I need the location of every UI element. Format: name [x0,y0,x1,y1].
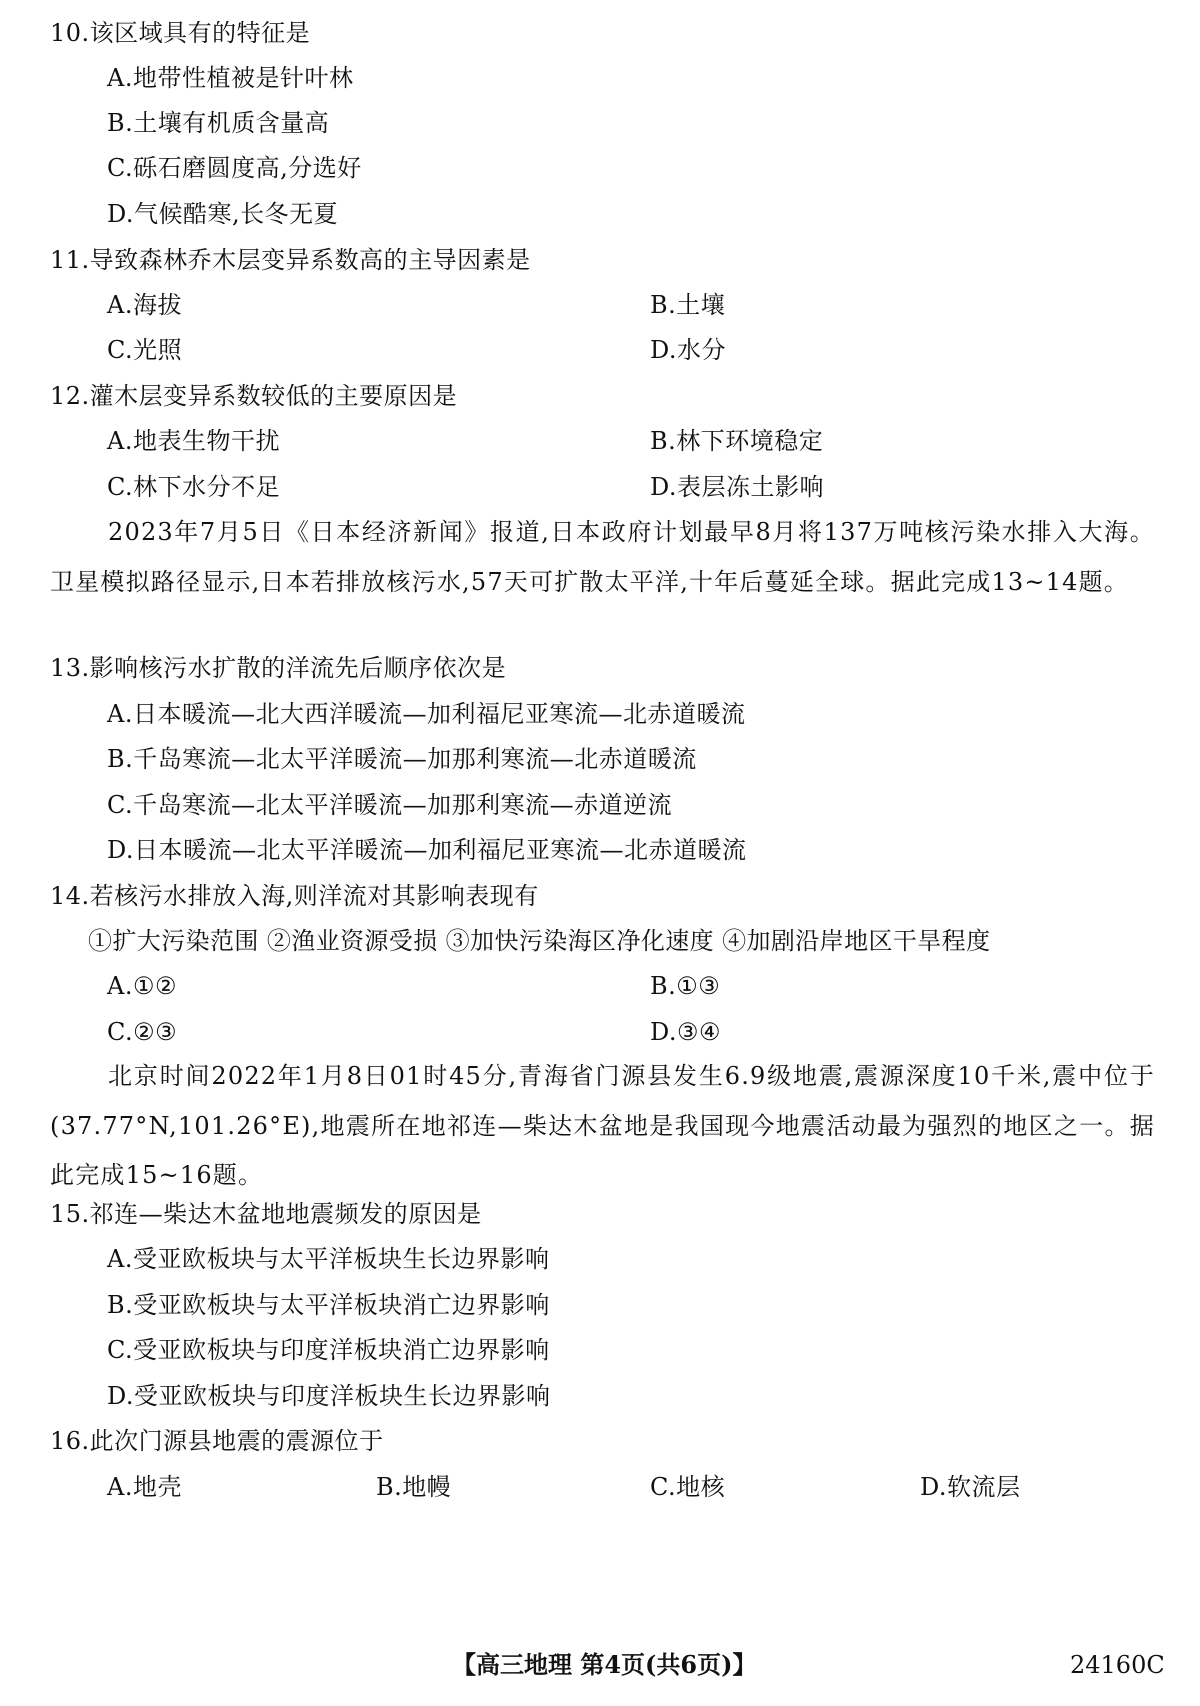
question-12-option-c: C.林下水分不足 [107,473,281,501]
question-11-stem: 11.导致森林乔木层变异系数高的主导因素是 [50,246,531,274]
question-12-option-d: D.表层冻土影响 [650,473,825,501]
question-11-option-b: B.土壤 [650,291,726,319]
question-13-option-b: B.千岛寒流—北太平洋暖流—加那利寒流—北赤道暖流 [107,745,697,773]
question-13-option-a: A.日本暖流—北大西洋暖流—加利福尼亚寒流—北赤道暖流 [107,700,746,728]
question-12-option-b: B.林下环境稳定 [650,427,824,455]
question-14-option-a: A.①② [107,972,177,1000]
question-14-option-c: C.②③ [107,1018,178,1046]
question-15-stem: 15.祁连—柴达木盆地地震频发的原因是 [50,1200,482,1228]
question-16-option-b: B.地幔 [376,1473,452,1501]
page-footer-code: 24160C [1070,1651,1165,1679]
question-13-option-d: D.日本暖流—北太平洋暖流—加利福尼亚寒流—北赤道暖流 [107,836,747,864]
question-11-option-a: A.海拔 [107,291,182,319]
passage-nuclear-wastewater: 2023年7月5日《日本经济新闻》报道,日本政府计划最早8月将137万吨核污染水排入大海。卫星模拟路径显示,日本若排放核污水,57天可扩散太平洋,十年后蔓延全球。据此完成13~14题。 [50,518,1155,596]
question-10-option-c: C.砾石磨圆度高,分选好 [107,154,362,182]
question-11-option-d: D.水分 [650,336,727,364]
question-13-option-c: C.千岛寒流—北太平洋暖流—加那利寒流—赤道逆流 [107,791,673,819]
question-11-option-c: C.光照 [107,336,183,364]
page-footer-title: 【高三地理 第4页(共6页)】 [452,1650,757,1679]
question-14-option-b: B.①③ [650,972,721,1000]
question-16-option-a: A.地壳 [107,1473,182,1501]
question-10-option-b: B.土壤有机质含量高 [107,109,330,137]
question-15-option-b: B.受亚欧板块与太平洋板块消亡边界影响 [107,1291,550,1319]
question-10-stem: 10.该区域具有的特征是 [50,19,311,47]
question-15-option-d: D.受亚欧板块与印度洋板块生长边界影响 [107,1382,551,1410]
passage-menyuan-earthquake: 北京时间2022年1月8日01时45分,青海省门源县发生6.9级地震,震源深度10千米,震中位于(37.77°N,101.26°E),地震所在地祁连—柴达木盆地是我国现今地震活动最为强烈的地区之一。据此完成15~16题。 [50,1062,1155,1189]
question-16-option-c: C.地核 [650,1473,726,1501]
question-14-statements: ①扩大污染范围 ②渔业资源受损 ③加快污染海区净化速度 ④加剧沿岸地区干旱程度 [88,927,991,955]
question-15-option-a: A.受亚欧板块与太平洋板块生长边界影响 [107,1245,550,1273]
question-14-option-d: D.③④ [650,1018,722,1046]
question-16-stem: 16.此次门源县地震的震源位于 [50,1427,384,1455]
question-13-stem: 13.影响核污水扩散的洋流先后顺序依次是 [50,654,507,682]
question-12-stem: 12.灌木层变异系数较低的主要原因是 [50,382,458,410]
question-14-stem: 14.若核污水排放入海,则洋流对其影响表现有 [50,882,539,910]
question-12-option-a: A.地表生物干扰 [107,427,280,455]
question-10-option-a: A.地带性植被是针叶林 [107,64,354,92]
question-10-option-d: D.气候酷寒,长冬无夏 [107,200,339,228]
question-16-option-d: D.软流层 [920,1473,1021,1501]
question-15-option-c: C.受亚欧板块与印度洋板块消亡边界影响 [107,1336,550,1364]
